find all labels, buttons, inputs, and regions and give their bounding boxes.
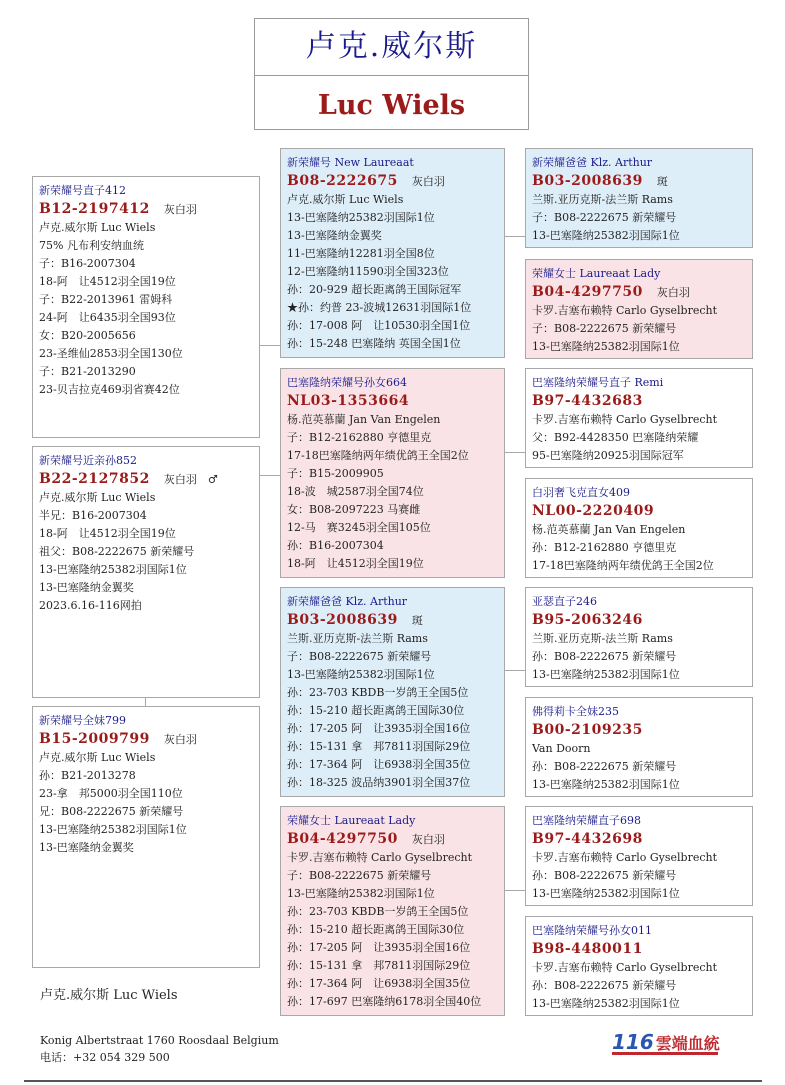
card-name: 亚瑟直子246 [532, 595, 597, 608]
ring-value: NL03-1353664 [287, 393, 410, 409]
ring-number [532, 502, 746, 521]
ring-value: B15-2009799 [39, 731, 150, 747]
card-line: 子：B08-2222675 新荣耀号 [287, 650, 432, 663]
color-value: 斑 [656, 175, 668, 188]
pedigree-card-sibling-852 [32, 446, 260, 698]
card-line: 杨.范英慕蘭 Jan Van Engelen [287, 413, 441, 426]
pedigree-card-sibling-412 [32, 176, 260, 438]
card-lines [287, 630, 498, 792]
card-lines [532, 630, 746, 684]
card-line: 孙：B08-2222675 新荣耀号 [532, 979, 677, 992]
card-name: 荣耀女士 Laureaat Lady [287, 814, 416, 827]
ring-value: B00-2109235 [532, 722, 643, 738]
card-lines [287, 191, 498, 353]
card-name: 巴塞隆纳荣耀号孙女011 [532, 924, 652, 937]
card-line: 13-巴塞隆纳25382羽国际1位 [532, 887, 680, 900]
card-line: 11-巴塞隆纳12281羽全国8位 [287, 247, 435, 260]
pedigree-card-sd [525, 259, 753, 359]
card-lines [39, 219, 253, 399]
card-line: Van Doorn [532, 742, 591, 755]
footer-phone: 电话：+32 054 329 500 [40, 1051, 170, 1064]
card-line: ★孙：约普 23-波城12631羽国际1位 [287, 301, 472, 314]
card-lines [287, 849, 498, 1011]
logo-number: 116 [612, 1030, 654, 1054]
card-name: 白羽奢飞克直女409 [532, 486, 630, 499]
card-lines [532, 740, 746, 794]
card-line: 13-巴塞隆纳金翼奖 [39, 581, 134, 594]
connector-sire2-s2s [505, 670, 525, 671]
card-line: 孙：17-008 阿 让10530羽全国1位 [287, 319, 471, 332]
ring-number [39, 200, 253, 219]
ring-value: B04-4297750 [532, 284, 643, 300]
ring-number [287, 392, 498, 411]
card-name: 新荣耀爸爸 Klz. Arthur [287, 595, 408, 608]
card-name: 巴塞隆纳荣耀号孙女664 [287, 376, 407, 389]
ring-number [287, 172, 498, 191]
ring-number [287, 611, 498, 630]
card-line: 孙：B16-2007304 [287, 539, 384, 552]
card-lines [532, 411, 746, 465]
card-line: 17-18巴塞隆纳两年绩优鸽王全国2位 [532, 559, 714, 572]
card-line: 孙：17-364 阿 让6938羽全国35位 [287, 758, 471, 771]
ring-value: B04-4297750 [287, 831, 398, 847]
ring-value: B98-4480011 [532, 941, 643, 957]
card-line: 12-巴塞隆纳11590羽全国323位 [287, 265, 449, 278]
bottom-rule [24, 1080, 762, 1082]
card-line: 卢克.威尔斯 Luc Wiels [39, 221, 156, 234]
ring-value: B03-2008639 [532, 173, 643, 189]
ring-number [532, 611, 746, 630]
pedigree-card-dam [280, 368, 505, 578]
ring-value: B97-4432698 [532, 831, 643, 847]
card-line: 卡罗.吉塞布赖特 Carlo Gyselbrecht [532, 413, 718, 426]
card-line: 孙：17-364 阿 让6938羽全国35位 [287, 977, 471, 990]
color-value: 灰白羽 [163, 203, 197, 216]
card-line: 13-巴塞隆纳25382羽国际1位 [287, 211, 435, 224]
card-line: 孙：B08-2222675 新荣耀号 [532, 650, 677, 663]
card-line: 18-波 城2587羽全国74位 [287, 485, 424, 498]
card-line: 13-巴塞隆纳25382羽国际1位 [287, 668, 435, 681]
card-line: 卢克.威尔斯 Luc Wiels [287, 193, 404, 206]
card-line: 13-巴塞隆纳25382羽国际1位 [287, 887, 435, 900]
ring-value: B12-2197412 [39, 201, 150, 217]
ring-number [39, 730, 253, 749]
color-value: 灰白羽 [411, 175, 445, 188]
card-line: 孙：B08-2222675 新荣耀号 [532, 760, 677, 773]
card-line: 女：B08-2097223 马赛雌 [287, 503, 421, 516]
card-lines [532, 191, 746, 245]
card-line: 2023.6.16-116网拍 [39, 599, 142, 612]
card-line: 13-巴塞隆纳25382羽国际1位 [39, 563, 187, 576]
card-line: 子：B16-2007304 [39, 257, 136, 270]
ring-number [532, 830, 746, 849]
card-line: 孙：15-210 超长距离鸽王国际30位 [287, 923, 465, 936]
ring-number [532, 392, 746, 411]
card-line: 95-巴塞隆纳20925羽国际冠军 [532, 449, 684, 462]
color-value: 灰白羽 [411, 833, 445, 846]
connector-sire-h [260, 345, 280, 346]
card-line: 子：B21-2013290 [39, 365, 136, 378]
card-line: 半兄：B16-2007304 [39, 509, 147, 522]
card-lines [532, 959, 746, 1013]
card-line: 13-巴塞隆纳金翼奖 [287, 229, 382, 242]
card-line: 23-贝吉拉克469羽省赛42位 [39, 383, 180, 396]
card-line: 18-阿 让4512羽全国19位 [39, 527, 176, 540]
card-line: 子：B12-2162880 亨德里克 [287, 431, 432, 444]
card-line: 卢克.威尔斯 Luc Wiels [39, 491, 156, 504]
card-lines [39, 489, 253, 615]
card-name: 新荣耀号 New Laureaat [287, 156, 414, 169]
card-name: 新荣耀号近亲孙852 [39, 454, 137, 467]
ring-number [287, 830, 498, 849]
title-box [254, 18, 529, 130]
card-lines [39, 749, 253, 857]
card-line: 卡罗.吉塞布赖特 Carlo Gyselbrecht [532, 851, 718, 864]
card-line: 孙：23-703 KBDB一岁鸽王全国5位 [287, 686, 469, 699]
ring-value: B22-2127852 [39, 471, 150, 487]
card-line: 卡罗.吉塞布赖特 Carlo Gyselbrecht [287, 851, 473, 864]
card-line: 兄：B08-2222675 新荣耀号 [39, 805, 184, 818]
card-name: 新荣耀号全妹799 [39, 714, 126, 727]
card-line: 13-巴塞隆纳25382羽国际1位 [39, 823, 187, 836]
card-line: 孙：17-697 巴塞隆纳6178羽全国40位 [287, 995, 482, 1008]
card-line: 23-拿 邦5000羽全国110位 [39, 787, 183, 800]
card-line: 12-马 赛3245羽全国105位 [287, 521, 431, 534]
pedigree-card-s2d [525, 697, 753, 797]
pedigree-card-sire [280, 148, 505, 358]
card-line: 孙：18-325 波品纳3901羽全国37位 [287, 776, 471, 789]
card-line: 孙：15-210 超长距离鸽王国际30位 [287, 704, 465, 717]
ring-number [532, 940, 746, 959]
card-line: 子：B08-2222675 新荣耀号 [532, 322, 677, 335]
card-lines [532, 849, 746, 903]
card-line: 子：B15-2009905 [287, 467, 384, 480]
pedigree-card-ds [525, 368, 753, 468]
site-logo[interactable] [612, 1030, 720, 1055]
ring-number [39, 470, 253, 489]
logo-text: 雲端血統 [655, 1034, 720, 1053]
card-line: 子：B08-2222675 新荣耀号 [532, 211, 677, 224]
connector-dam-h [260, 475, 280, 476]
card-line: 75% 凡布利安纳血统 [39, 239, 144, 252]
color-value: 灰白羽 [163, 733, 197, 746]
card-name: 荣耀女士 Laureaat Lady [532, 267, 661, 280]
card-line: 卡罗.吉塞布赖特 Carlo Gyselbrecht [532, 961, 718, 974]
card-name: 新荣耀号直子412 [39, 184, 126, 197]
card-line: 卡罗.吉塞布赖特 Carlo Gyselbrecht [532, 304, 718, 317]
card-name: 佛得莉卡全妹235 [532, 705, 619, 718]
footer-address: Konig Albertstraat 1760 Roosdaal Belgium [40, 1034, 279, 1047]
ring-value: B08-2222675 [287, 173, 398, 189]
pedigree-card-dam-of-sire [280, 806, 505, 1016]
card-line: 兰斯.亚历克斯-法兰斯 Rams [532, 193, 673, 206]
card-line: 孙：B21-2013278 [39, 769, 136, 782]
ring-number [532, 283, 746, 302]
color-value: 灰白羽 [656, 286, 690, 299]
pedigree-card-s2s [525, 587, 753, 687]
connector-sire-ss [505, 236, 525, 237]
card-line: 18-阿 让4512羽全国19位 [39, 275, 176, 288]
connector-dam2-d2s [505, 890, 525, 891]
card-line: 女：B20-2005656 [39, 329, 136, 342]
ring-number [532, 172, 746, 191]
card-line: 23-圣维仙2853羽全国130位 [39, 347, 183, 360]
card-line: 父：B92-4428350 巴塞隆纳荣耀 [532, 431, 699, 444]
card-line: 13-巴塞隆纳25382羽国际1位 [532, 340, 680, 353]
card-line: 13-巴塞隆纳金翼奖 [39, 841, 134, 854]
card-lines [287, 411, 498, 573]
card-line: 13-巴塞隆纳25382羽国际1位 [532, 668, 680, 681]
card-line: 13-巴塞隆纳25382羽国际1位 [532, 778, 680, 791]
connector-sib-v [145, 698, 146, 706]
pedigree-card-sibling-799 [32, 706, 260, 968]
card-line: 13-巴塞隆纳25382羽国际1位 [532, 229, 680, 242]
card-lines [532, 521, 746, 575]
card-lines [532, 302, 746, 356]
pedigree-card-d2d [525, 916, 753, 1016]
ring-number [532, 721, 746, 740]
card-line: 兰斯.亚历克斯-法兰斯 Rams [287, 632, 428, 645]
pedigree-card-ss [525, 148, 753, 248]
footer-contact [40, 1032, 279, 1066]
ring-value: B03-2008639 [287, 612, 398, 628]
card-line: 孙：23-703 KBDB一岁鸽王全国5位 [287, 905, 469, 918]
card-line: 孙：15-131 拿 邦7811羽国际29位 [287, 959, 471, 972]
card-line: 18-阿 让4512羽全国19位 [287, 557, 424, 570]
connector-dam-ds [505, 452, 525, 453]
pedigree-card-sire-of-sire [280, 587, 505, 797]
pedigree-card-dd [525, 478, 753, 578]
card-line: 卢克.威尔斯 Luc Wiels [39, 751, 156, 764]
card-line: 孙：B08-2222675 新荣耀号 [532, 869, 677, 882]
footer-breeder-name: 卢克.威尔斯 Luc Wiels [40, 988, 178, 1003]
color-value: 灰白羽 ♂ [163, 473, 218, 486]
ring-value: B97-4432683 [532, 393, 643, 409]
card-line: 24-阿 让6435羽全国93位 [39, 311, 176, 324]
card-line: 子：B08-2222675 新荣耀号 [287, 869, 432, 882]
color-value: 斑 [411, 614, 423, 627]
card-line: 杨.范英慕蘭 Jan Van Engelen [532, 523, 686, 536]
card-line: 孙：20-929 超长距离鸽王国际冠军 [287, 283, 462, 296]
card-name: 新荣耀爸爸 Klz. Arthur [532, 156, 653, 169]
card-line: 兰斯.亚历克斯-法兰斯 Rams [532, 632, 673, 645]
ring-value: NL00-2220409 [532, 503, 655, 519]
card-line: 子：B22-2013961 雷姆科 [39, 293, 173, 306]
card-line: 孙：B12-2162880 亨德里克 [532, 541, 677, 554]
pedigree-card-d2s [525, 806, 753, 906]
ring-value: B95-2063246 [532, 612, 643, 628]
card-line: 孙：17-205 阿 让3935羽全国16位 [287, 722, 471, 735]
card-line: 孙：17-205 阿 让3935羽全国16位 [287, 941, 471, 954]
card-name: 巴塞隆纳荣耀号直子 Remi [532, 376, 664, 389]
card-name: 巴塞隆纳荣耀直子698 [532, 814, 641, 827]
card-line: 13-巴塞隆纳25382羽国际1位 [532, 997, 680, 1010]
card-line: 孙：15-131 拿 邦7811羽国际29位 [287, 740, 471, 753]
card-line: 祖父：B08-2222675 新荣耀号 [39, 545, 195, 558]
card-line: 17-18巴塞隆纳两年绩优鸽王全国2位 [287, 449, 469, 462]
title-english: Luc Wiels [317, 90, 466, 121]
title-chinese: 卢克.威尔斯 [255, 19, 528, 76]
card-line: 孙：15-248 巴塞隆纳 英国全国1位 [287, 337, 461, 350]
